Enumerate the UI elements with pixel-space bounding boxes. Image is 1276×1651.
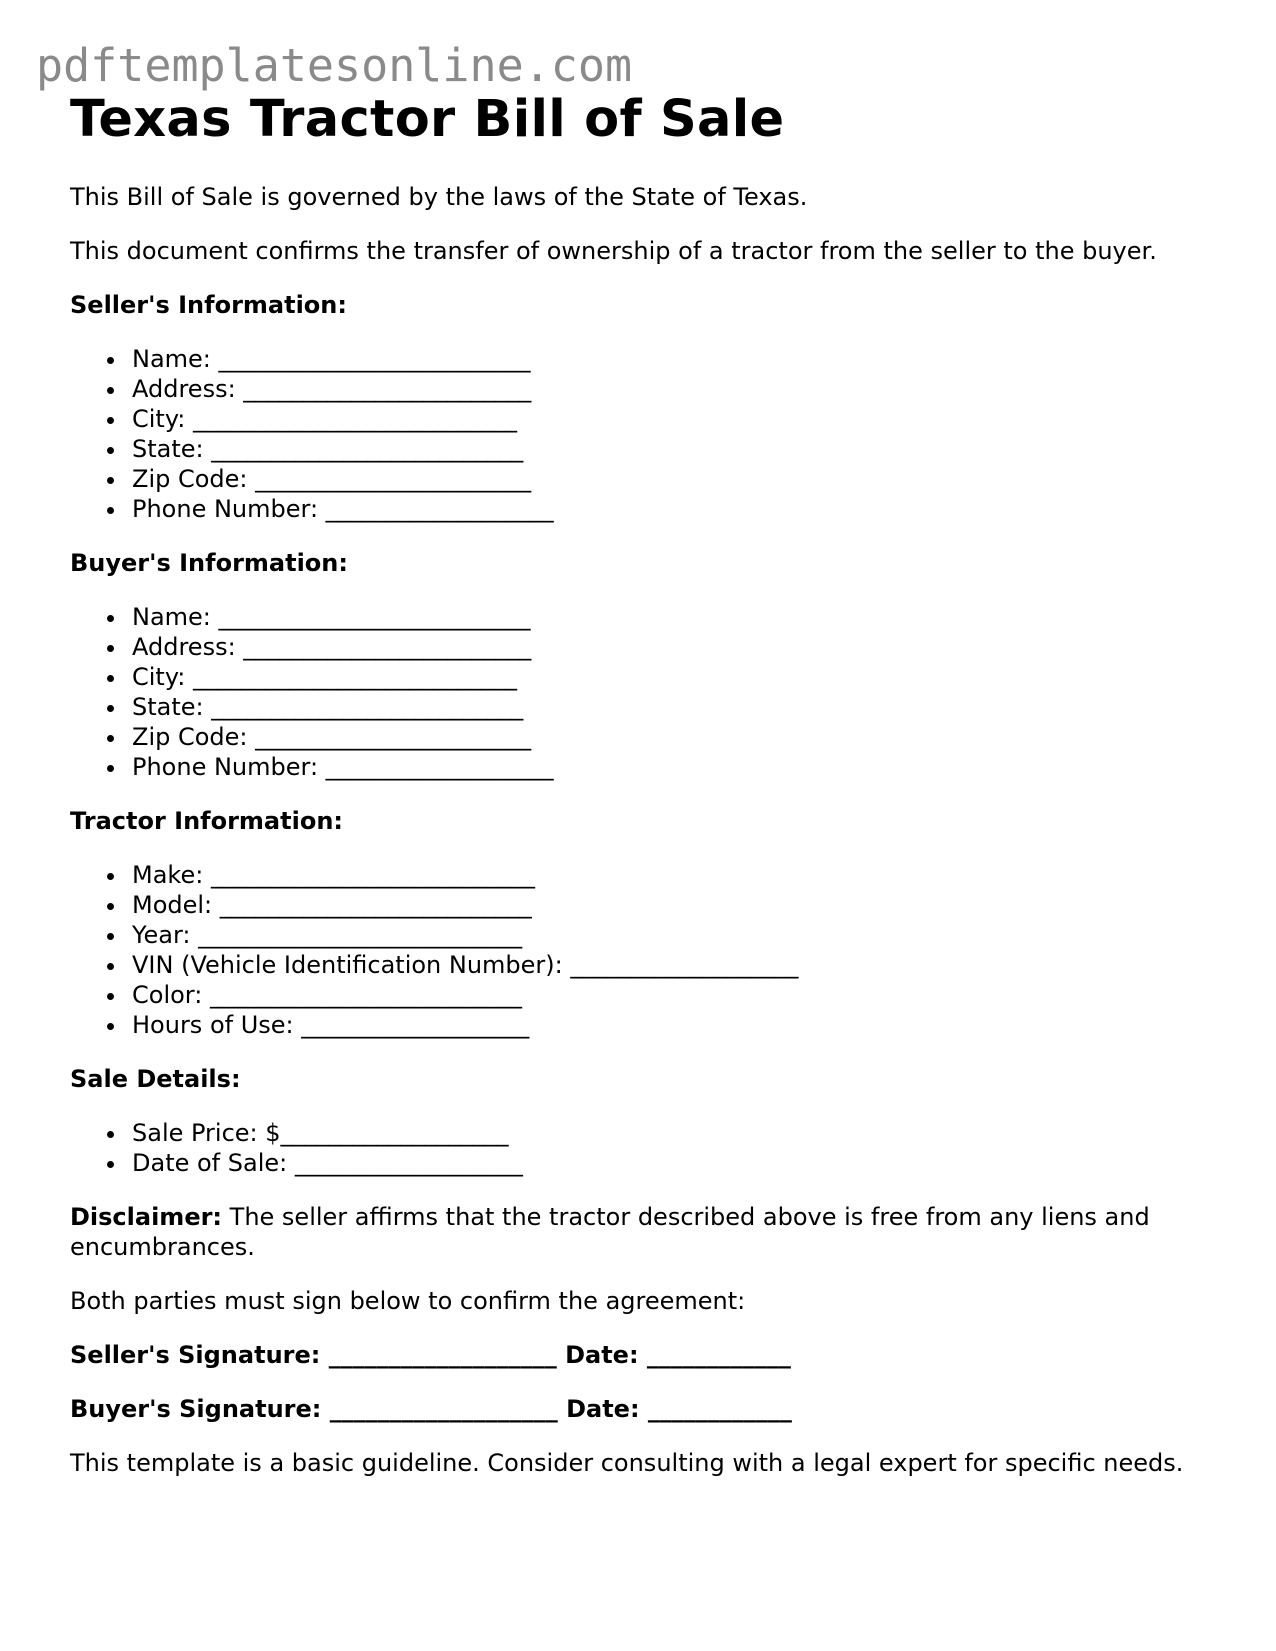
seller-address-field: Address: ________________________: [132, 374, 1220, 404]
buyer-state-field: State: __________________________: [132, 692, 1220, 722]
seller-zip-field: Zip Code: _______________________: [132, 464, 1220, 494]
tractor-hours-field: Hours of Use: ___________________: [132, 1010, 1220, 1040]
governing-law-text: This Bill of Sale is governed by the laws of the State of Texas.: [70, 183, 808, 211]
purpose-text: This document confirms the transfer of ownership of a tractor from the seller to the buyer.: [70, 237, 1157, 265]
tractor-info-heading: Tractor Information:: [70, 807, 343, 835]
seller-city-field: City: ___________________________: [132, 404, 1220, 434]
sign-instruction: Both parties must sign below to confirm the agreement:: [70, 1287, 746, 1315]
sale-price-field: Sale Price: $___________________: [132, 1118, 1220, 1148]
tractor-info-list: [70, 860, 1220, 1040]
seller-info-heading: Seller's Information:: [70, 291, 347, 319]
disclaimer-label: Disclaimer:: [70, 1203, 223, 1231]
seller-name-field: Name: __________________________: [132, 344, 1220, 374]
buyer-signature-line: Buyer's Signature: ___________________ Date: ____________: [70, 1395, 792, 1423]
tractor-color-field: Color: __________________________: [132, 980, 1220, 1010]
buyer-name-field: Name: __________________________: [132, 602, 1220, 632]
buyer-info-heading: Buyer's Information:: [70, 549, 348, 577]
buyer-address-field: Address: ________________________: [132, 632, 1220, 662]
watermark: pdftemplatesonline.com: [36, 39, 633, 92]
buyer-zip-field: Zip Code: _______________________: [132, 722, 1220, 752]
sale-details-list: [70, 1118, 1220, 1178]
seller-state-field: State: __________________________: [132, 434, 1220, 464]
disclaimer-paragraph: [70, 1202, 1220, 1262]
tractor-vin-field: VIN (Vehicle Identification Number): ___________________: [132, 950, 1220, 980]
buyer-phone-field: Phone Number: ___________________: [132, 752, 1220, 782]
buyer-city-field: City: ___________________________: [132, 662, 1220, 692]
document-body: [70, 88, 1220, 1478]
tractor-model-field: Model: __________________________: [132, 890, 1220, 920]
disclaimer-text: The seller affirms that the tractor described above is free from any liens and encumbrances.: [70, 1203, 1150, 1261]
tractor-year-field: Year: ___________________________: [132, 920, 1220, 950]
seller-info-list: [70, 344, 1220, 524]
sale-details-heading: Sale Details:: [70, 1065, 241, 1093]
buyer-info-list: [70, 602, 1220, 782]
page-title: Texas Tractor Bill of Sale: [70, 90, 785, 149]
footer-note: This template is a basic guideline. Consider consulting with a legal expert for specific needs.: [70, 1449, 1184, 1477]
sale-date-field: Date of Sale: ___________________: [132, 1148, 1220, 1178]
tractor-make-field: Make: ___________________________: [132, 860, 1220, 890]
seller-phone-field: Phone Number: ___________________: [132, 494, 1220, 524]
seller-signature-line: Seller's Signature: ___________________ Date: ____________: [70, 1341, 791, 1369]
